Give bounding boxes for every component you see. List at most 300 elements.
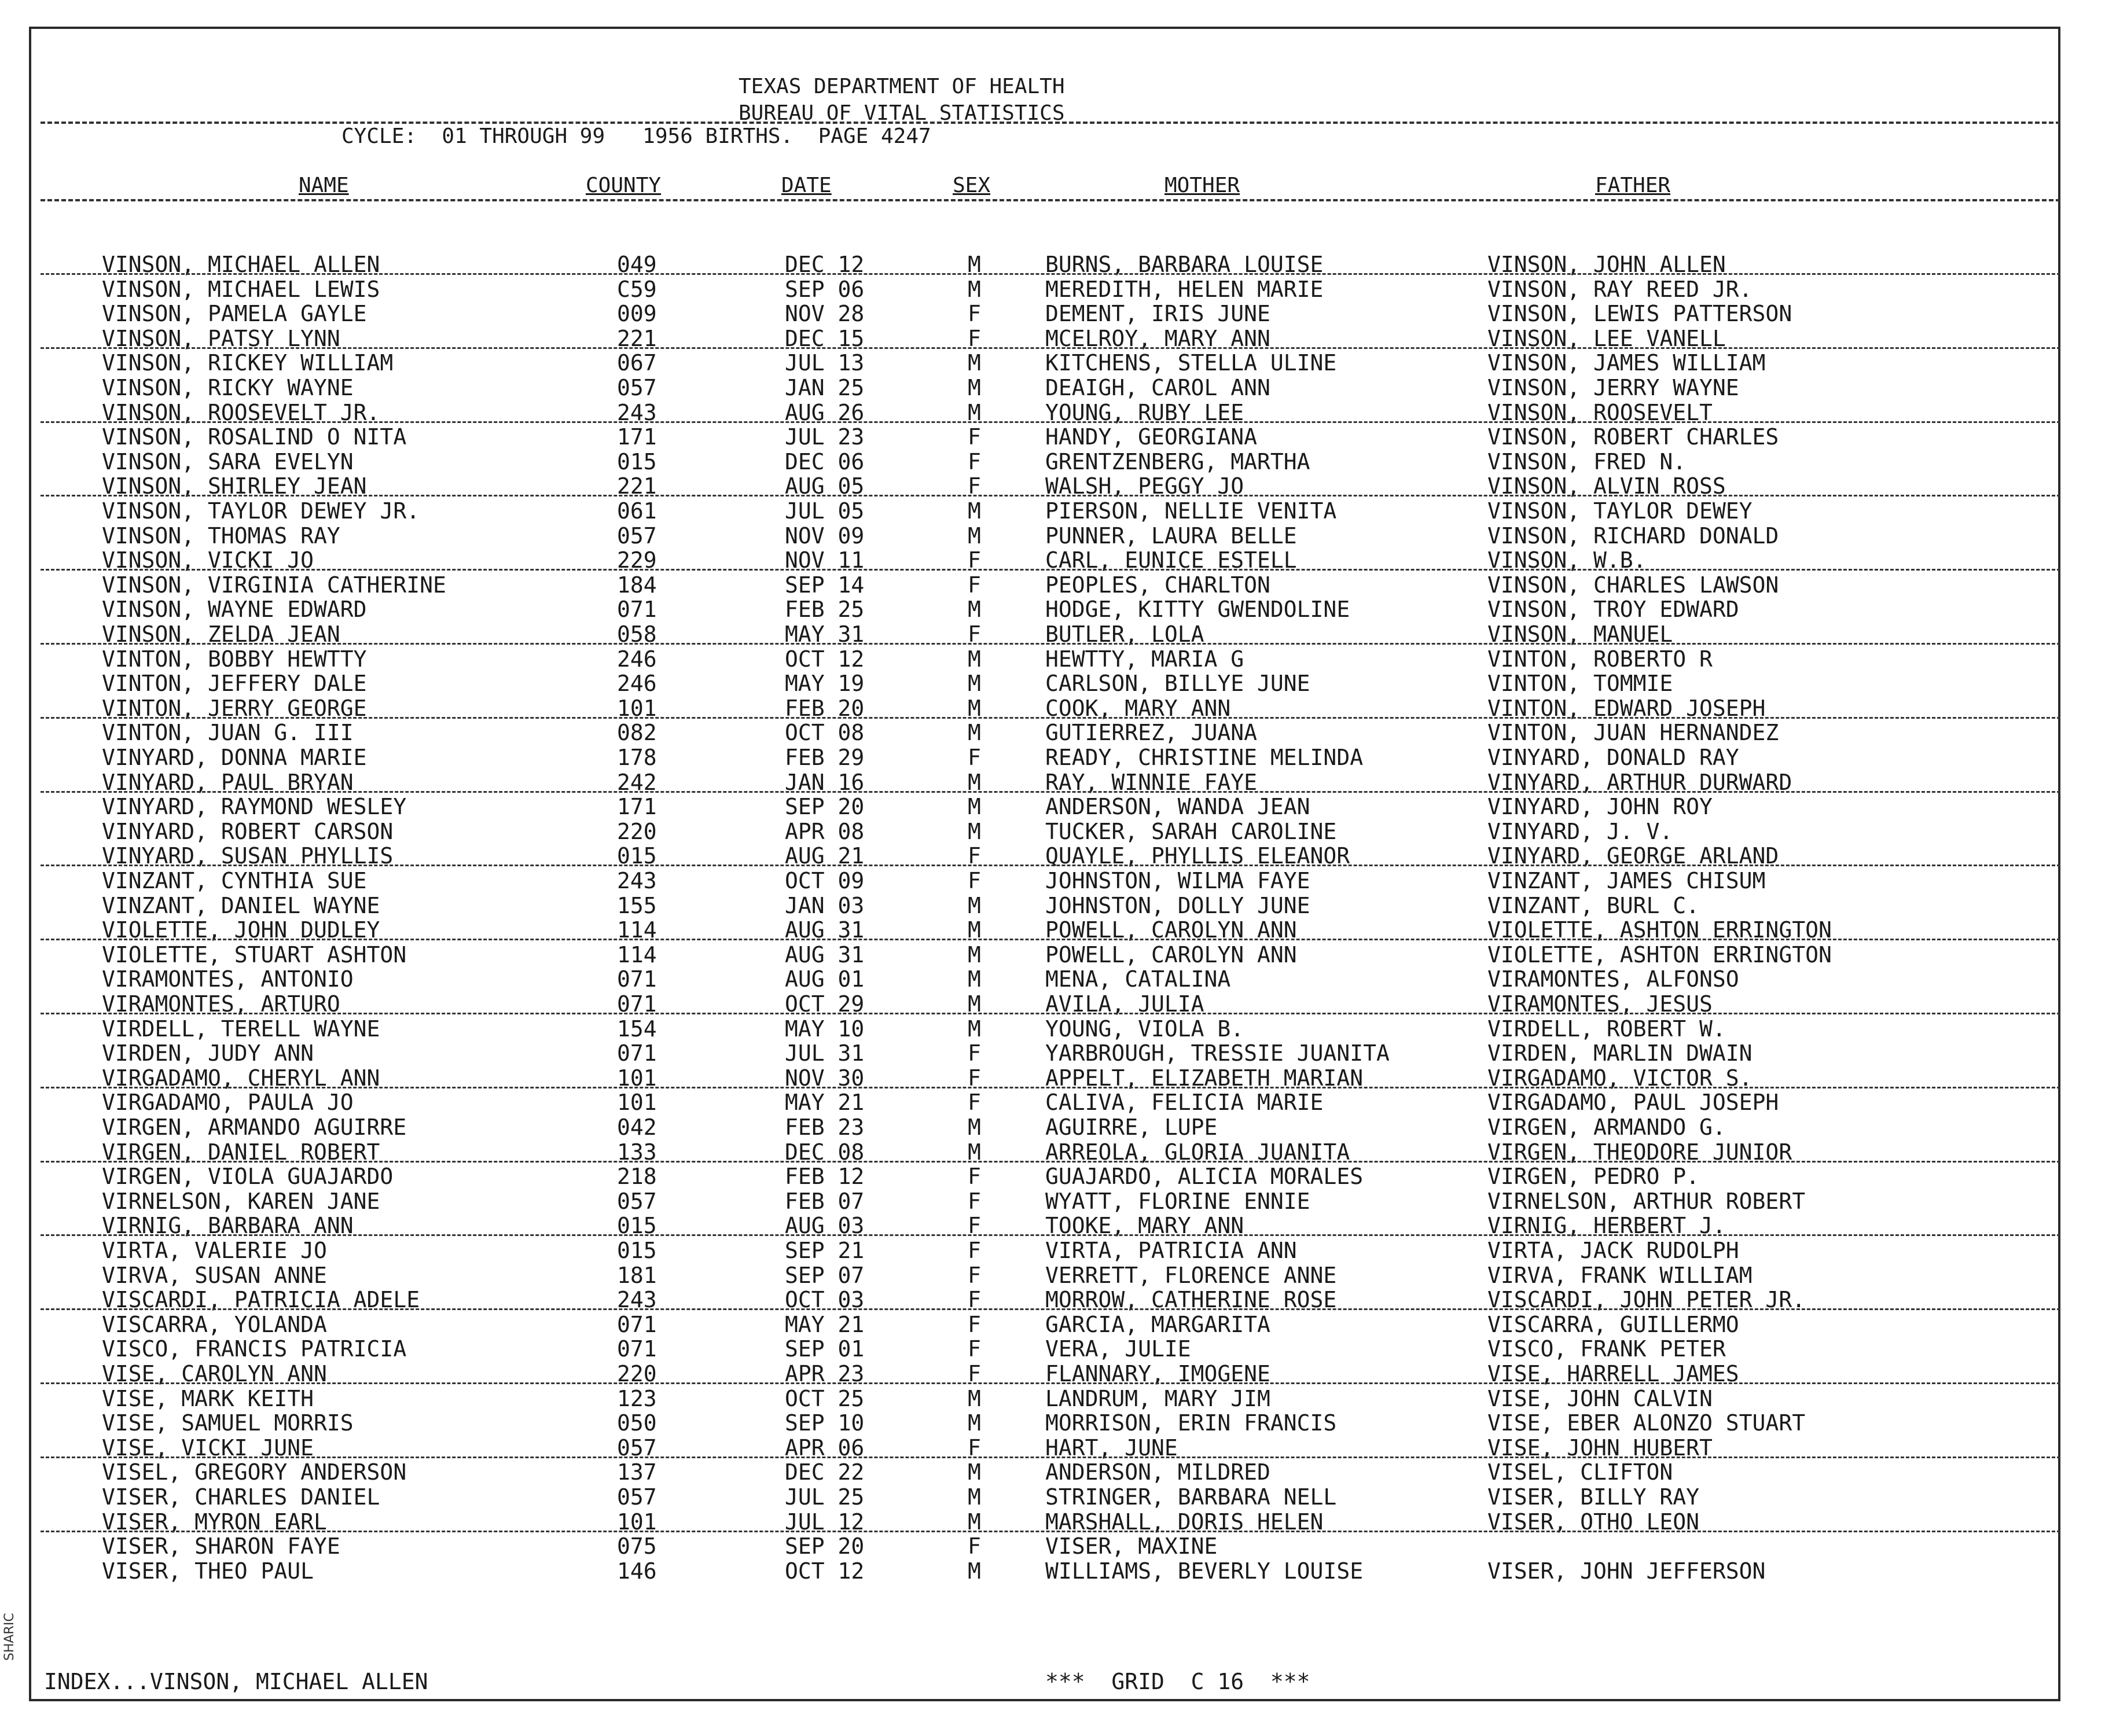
record-date: MAY 31 [785, 621, 865, 647]
record-father: VIRGEN, ARMANDO G. [1487, 1115, 1726, 1140]
record-date: NOV 28 [785, 301, 865, 327]
record-name: VINSON, THOMAS RAY [102, 523, 340, 549]
record-sex: F [968, 1533, 981, 1560]
record-sex: M [968, 1016, 981, 1042]
record-date: SEP 20 [785, 1533, 865, 1560]
record-name: VINYARD, DONNA MARIE [102, 745, 367, 770]
column-header-date: DATE [781, 174, 832, 197]
record-sex: F [968, 1213, 981, 1239]
row-rule [41, 1234, 2060, 1236]
record-row [0, 1213, 2116, 1238]
record-row [0, 869, 2116, 893]
record-father: VISER, BILLY RAY [1487, 1484, 1700, 1510]
record-sex: F [968, 1336, 981, 1362]
record-father: VIRTA, JACK RUDOLPH [1487, 1238, 1739, 1263]
record-father: VINSON, LEWIS PATTERSON [1487, 301, 1792, 327]
record-mother: CARLSON, BILLYE JUNE [1045, 671, 1310, 697]
record-date: JAN 03 [785, 892, 865, 918]
record-date: FEB 25 [785, 597, 865, 623]
record-row [0, 1238, 2116, 1263]
record-mother: AGUIRRE, LUPE [1045, 1115, 1218, 1140]
record-row [0, 252, 2116, 277]
record-father: VINSON, ROBERT CHARLES [1487, 424, 1779, 450]
record-row [0, 1559, 2116, 1584]
record-row [0, 1189, 2116, 1214]
record-mother: POWELL, CAROLYN ANN [1045, 917, 1297, 943]
column-header-county: COUNTY [586, 174, 662, 197]
record-county: 155 [617, 892, 657, 918]
record-father: VISE, EBER ALONZO STUART [1487, 1410, 1806, 1436]
record-mother: HEWTTY, MARIA G [1045, 646, 1244, 672]
record-sex: M [968, 917, 981, 943]
record-row [0, 597, 2116, 622]
record-date: AUG 01 [785, 966, 865, 992]
record-father: VINSON, TROY EDWARD [1487, 597, 1739, 623]
record-county: 220 [617, 1361, 657, 1386]
record-mother: MEREDITH, HELEN MARIE [1045, 276, 1324, 302]
record-county: 123 [617, 1385, 657, 1411]
record-name: VINSON, MICHAEL LEWIS [102, 276, 380, 302]
record-mother: VISER, MAXINE [1045, 1533, 1218, 1560]
record-county: 057 [617, 375, 657, 400]
record-name: VINYARD, SUSAN PHYLLIS [102, 843, 394, 869]
record-father: VINSON, JOHN ALLEN [1487, 252, 1726, 277]
record-father: VINYARD, JOHN ROY [1487, 794, 1713, 820]
record-mother: HART, JUNE [1045, 1435, 1178, 1461]
record-mother: FLANNARY, IMOGENE [1045, 1361, 1270, 1386]
record-row [0, 1485, 2116, 1510]
record-date: NOV 09 [785, 523, 865, 549]
record-date: AUG 26 [785, 399, 865, 425]
record-mother: TOOKE, MARY ANN [1045, 1213, 1244, 1239]
record-father: VINSON, JAMES WILLIAM [1487, 350, 1766, 376]
record-mother: CARL, EUNICE ESTELL [1045, 547, 1297, 573]
record-mother: MORRISON, ERIN FRANCIS [1045, 1410, 1337, 1436]
record-name: VIRAMONTES, ANTONIO [102, 966, 354, 992]
record-date: JUL 13 [785, 350, 865, 376]
record-name: VINYARD, PAUL BRYAN [102, 769, 354, 795]
record-mother: MORROW, CATHERINE ROSE [1045, 1287, 1337, 1313]
record-name: VISCARRA, YOLANDA [102, 1311, 327, 1337]
record-mother: READY, CHRISTINE MELINDA [1045, 745, 1364, 770]
record-row [0, 499, 2116, 524]
record-sex: M [968, 991, 981, 1017]
record-county: 221 [617, 325, 657, 351]
record-mother: ANDERSON, MILDRED [1045, 1459, 1270, 1485]
record-name: VINSON, PAMELA GAYLE [102, 301, 367, 327]
record-county: 075 [617, 1533, 657, 1560]
record-date: AUG 05 [785, 473, 865, 499]
record-date: JUL 12 [785, 1509, 865, 1535]
record-row [0, 745, 2116, 770]
record-mother: POWELL, CAROLYN ANN [1045, 941, 1297, 968]
record-mother: GUTIERREZ, JUANA [1045, 720, 1258, 746]
record-county: 171 [617, 424, 657, 450]
record-county: 058 [617, 621, 657, 647]
record-father: VINTON, EDWARD JOSEPH [1487, 695, 1766, 721]
record-mother: RAY, WINNIE FAYE [1045, 769, 1258, 795]
record-name: VIRVA, SUSAN ANNE [102, 1262, 327, 1288]
record-name: VIRDEN, JUDY ANN [102, 1040, 314, 1066]
record-date: SEP 06 [785, 276, 865, 302]
record-father: VISCARDI, JOHN PETER JR. [1487, 1287, 1806, 1313]
record-date: DEC 12 [785, 252, 865, 277]
record-father: VINSON, W.B. [1487, 547, 1647, 573]
record-name: VIRDELL, TERELL WAYNE [102, 1016, 380, 1042]
record-father: VINSON, ALVIN ROSS [1487, 473, 1726, 499]
record-date: APR 06 [785, 1435, 865, 1461]
record-name: VINSON, ROOSEVELT JR. [102, 399, 380, 425]
record-sex: M [968, 966, 981, 992]
record-row [0, 1436, 2116, 1461]
record-father: VIOLETTE, ASHTON ERRINGTON [1487, 941, 1832, 968]
record-date: JUL 25 [785, 1484, 865, 1510]
record-father: VIRVA, FRANK WILLIAM [1487, 1262, 1753, 1288]
record-county: 071 [617, 1311, 657, 1337]
record-mother: JOHNSTON, WILMA FAYE [1045, 868, 1310, 893]
record-father: VIRNIG, HERBERT J. [1487, 1213, 1726, 1239]
record-date: FEB 12 [785, 1164, 865, 1190]
record-mother: YOUNG, RUBY LEE [1045, 399, 1244, 425]
record-father: VINTON, TOMMIE [1487, 671, 1673, 697]
record-father: VISE, JOHN CALVIN [1487, 1385, 1713, 1411]
record-mother: GARCIA, MARGARITA [1045, 1311, 1270, 1337]
record-sex: M [968, 1459, 981, 1485]
record-sex: F [968, 1065, 981, 1091]
record-county: 221 [617, 473, 657, 499]
row-rule [41, 1382, 2060, 1384]
record-row [0, 1411, 2116, 1436]
row-rule [41, 1531, 2060, 1532]
record-father: VINZANT, JAMES CHISUM [1487, 868, 1766, 893]
record-date: DEC 08 [785, 1139, 865, 1165]
record-sex: M [968, 1410, 981, 1436]
record-mother: DEMENT, IRIS JUNE [1045, 301, 1270, 327]
record-date: SEP 14 [785, 572, 865, 598]
column-header-rule [41, 199, 2060, 201]
record-date: APR 08 [785, 818, 865, 844]
column-header-name: NAME [299, 174, 349, 197]
record-mother: DEAIGH, CAROL ANN [1045, 375, 1270, 400]
record-row [0, 326, 2116, 351]
record-name: VISER, SHARON FAYE [102, 1533, 340, 1560]
record-sex: M [968, 1484, 981, 1510]
row-rule [41, 643, 2060, 645]
record-sex: M [968, 523, 981, 549]
record-sex: F [968, 448, 981, 475]
record-name: VINSON, WAYNE EDWARD [102, 597, 367, 623]
record-sex: F [968, 572, 981, 598]
record-father: VISEL, CLIFTON [1487, 1459, 1673, 1485]
record-father: VISCARRA, GUILLERMO [1487, 1311, 1739, 1337]
record-row [0, 524, 2116, 549]
record-date: SEP 10 [785, 1410, 865, 1436]
record-name: VISE, MARK KEITH [102, 1385, 314, 1411]
record-county: 246 [617, 671, 657, 697]
record-father: VINYARD, GEORGE ARLAND [1487, 843, 1779, 869]
column-header-mother: MOTHER [1164, 174, 1240, 197]
record-county: 243 [617, 868, 657, 893]
record-county: 067 [617, 350, 657, 376]
record-date: NOV 30 [785, 1065, 865, 1091]
record-sex: F [968, 1090, 981, 1116]
record-father: VINTON, JUAN HERNANDEZ [1487, 720, 1779, 746]
record-county: 101 [617, 1509, 657, 1535]
record-father: VINSON, LEE VANELL [1487, 325, 1726, 351]
record-name: VINSON, SHIRLEY JEAN [102, 473, 367, 499]
record-sex: F [968, 301, 981, 327]
record-father: VINTON, ROBERTO R [1487, 646, 1713, 672]
record-row [0, 622, 2116, 647]
record-county: 049 [617, 252, 657, 277]
record-father: VINSON, RAY REED JR. [1487, 276, 1753, 302]
record-mother: VIRTA, PATRICIA ANN [1045, 1238, 1297, 1263]
record-date: OCT 09 [785, 868, 865, 893]
record-father: VIRAMONTES, JESUS [1487, 991, 1713, 1017]
record-mother: PIERSON, NELLIE VENITA [1045, 498, 1337, 524]
record-mother: WALSH, PEGGY JO [1045, 473, 1244, 499]
record-name: VISER, CHARLES DANIEL [102, 1484, 380, 1510]
record-mother: ARREOLA, GLORIA JUANITA [1045, 1139, 1350, 1165]
record-sex: F [968, 325, 981, 351]
record-mother: YARBROUGH, TRESSIE JUANITA [1045, 1040, 1390, 1066]
record-name: VINZANT, CYNTHIA SUE [102, 868, 367, 893]
record-county: 114 [617, 941, 657, 968]
record-name: VIRAMONTES, ARTURO [102, 991, 340, 1017]
record-name: VINTON, JERRY GEORGE [102, 695, 367, 721]
record-sex: M [968, 597, 981, 623]
record-county: 101 [617, 1090, 657, 1116]
record-date: JUL 31 [785, 1040, 865, 1066]
cycle-line: CYCLE: 01 THROUGH 99 1956 BIRTHS. PAGE 4247 [341, 124, 931, 148]
record-name: VISCO, FRANCIS PATRICIA [102, 1336, 407, 1362]
record-county: 071 [617, 1040, 657, 1066]
record-county: 178 [617, 745, 657, 770]
row-rule [41, 569, 2060, 571]
record-name: VINZANT, DANIEL WAYNE [102, 892, 380, 918]
record-mother: HODGE, KITTY GWENDOLINE [1045, 597, 1350, 623]
record-county: 071 [617, 597, 657, 623]
record-sex: M [968, 941, 981, 968]
record-mother: PEOPLES, CHARLTON [1045, 572, 1270, 598]
record-sex: F [968, 621, 981, 647]
record-row [0, 573, 2116, 598]
record-row [0, 1386, 2116, 1411]
row-rule [41, 717, 2060, 719]
record-mother: ANDERSON, WANDA JEAN [1045, 794, 1310, 820]
record-date: JAN 25 [785, 375, 865, 400]
record-mother: GUAJARDO, ALICIA MORALES [1045, 1164, 1364, 1190]
record-sex: M [968, 350, 981, 376]
record-sex: M [968, 695, 981, 721]
record-mother: LANDRUM, MARY JIM [1045, 1385, 1270, 1411]
record-date: OCT 12 [785, 646, 865, 672]
record-sex: M [968, 1558, 981, 1584]
record-father: VINSON, CHARLES LAWSON [1487, 572, 1779, 598]
record-mother: JOHNSTON, DOLLY JUNE [1045, 892, 1310, 918]
record-name: VISEL, GREGORY ANDERSON [102, 1459, 407, 1485]
record-date: APR 23 [785, 1361, 865, 1386]
record-mother: AVILA, JULIA [1045, 991, 1204, 1017]
record-date: AUG 31 [785, 941, 865, 968]
record-date: OCT 08 [785, 720, 865, 746]
record-county: 242 [617, 769, 657, 795]
record-county: 133 [617, 1139, 657, 1165]
record-mother: VERA, JULIE [1045, 1336, 1191, 1362]
record-sex: F [968, 473, 981, 499]
record-date: OCT 29 [785, 991, 865, 1017]
record-father: VINSON, FRED N. [1487, 448, 1687, 475]
record-county: 071 [617, 991, 657, 1017]
record-mother: COOK, MARY ANN [1045, 695, 1231, 721]
record-mother: TUCKER, SARAH CAROLINE [1045, 818, 1337, 844]
record-row [0, 844, 2116, 869]
record-row [0, 647, 2116, 672]
record-father: VINZANT, BURL C. [1487, 892, 1700, 918]
record-sex: F [968, 1311, 981, 1337]
record-mother: HANDY, GEORGIANA [1045, 424, 1258, 450]
header-rule [41, 122, 2060, 124]
record-sex: F [968, 1040, 981, 1066]
record-row [0, 1164, 2116, 1189]
column-header-sex: SEX [953, 174, 991, 197]
record-sex: M [968, 1509, 981, 1535]
record-sex: M [968, 252, 981, 277]
record-name: VISE, CAROLYN ANN [102, 1361, 327, 1386]
record-date: MAY 21 [785, 1311, 865, 1337]
record-date: SEP 21 [785, 1238, 865, 1263]
record-father: VINYARD, DONALD RAY [1487, 745, 1739, 770]
record-county: 042 [617, 1115, 657, 1140]
row-rule [41, 1161, 2060, 1163]
record-mother: GRENTZENBERG, MARTHA [1045, 448, 1310, 475]
record-sex: M [968, 399, 981, 425]
record-name: VISCARDI, PATRICIA ADELE [102, 1287, 420, 1313]
record-name: VIRTA, VALERIE JO [102, 1238, 327, 1263]
record-date: FEB 29 [785, 745, 865, 770]
record-name: VINSON, RICKEY WILLIAM [102, 350, 394, 376]
bureau-title: BUREAU OF VITAL STATISTICS [739, 101, 1065, 125]
record-sex: F [968, 843, 981, 869]
record-row [0, 696, 2116, 721]
record-date: MAY 19 [785, 671, 865, 697]
record-row [0, 1140, 2116, 1165]
record-county: 137 [617, 1459, 657, 1485]
record-sex: F [968, 1238, 981, 1263]
record-name: VIRNIG, BARBARA ANN [102, 1213, 354, 1239]
record-sex: M [968, 1115, 981, 1140]
record-row [0, 474, 2116, 499]
row-rule [41, 273, 2060, 275]
record-mother: MCELROY, MARY ANN [1045, 325, 1270, 351]
record-father: VIRGADAMO, PAUL JOSEPH [1487, 1090, 1779, 1116]
record-row [0, 893, 2116, 918]
record-county: 246 [617, 646, 657, 672]
record-county: 146 [617, 1558, 657, 1584]
record-date: FEB 23 [785, 1115, 865, 1140]
record-mother: WYATT, FLORINE ENNIE [1045, 1188, 1310, 1214]
record-county: 050 [617, 1410, 657, 1436]
record-row [0, 819, 2116, 844]
record-sex: F [968, 1435, 981, 1461]
row-rule [41, 1013, 2060, 1014]
record-sex: M [968, 1385, 981, 1411]
record-sex: F [968, 1287, 981, 1313]
record-county: 071 [617, 1336, 657, 1362]
record-county: 101 [617, 695, 657, 721]
record-sex: F [968, 1164, 981, 1190]
row-rule [41, 1457, 2060, 1458]
record-row [0, 1090, 2116, 1115]
record-county: 114 [617, 917, 657, 943]
record-sex: M [968, 720, 981, 746]
record-father: VINSON, RICHARD DONALD [1487, 523, 1779, 549]
record-sex: F [968, 1262, 981, 1288]
record-county: C59 [617, 276, 657, 302]
record-county: 015 [617, 1213, 657, 1239]
record-date: DEC 06 [785, 448, 865, 475]
record-date: FEB 20 [785, 695, 865, 721]
record-father: VIOLETTE, ASHTON ERRINGTON [1487, 917, 1832, 943]
agency-title: TEXAS DEPARTMENT OF HEALTH [739, 75, 1065, 98]
record-name: VINYARD, ROBERT CARSON [102, 818, 394, 844]
record-row [0, 1288, 2116, 1312]
row-rule [41, 791, 2060, 793]
record-mother: STRINGER, BARBARA NELL [1045, 1484, 1337, 1510]
record-father: VIRGEN, THEODORE JUNIOR [1487, 1139, 1792, 1165]
record-row [0, 1362, 2116, 1386]
record-date: AUG 03 [785, 1213, 865, 1239]
record-date: MAY 10 [785, 1016, 865, 1042]
record-father: VISE, HARRELL JAMES [1487, 1361, 1739, 1386]
record-father: VIRAMONTES, ALFONSO [1487, 966, 1739, 992]
record-mother: YOUNG, VIOLA B. [1045, 1016, 1244, 1042]
record-row [0, 1337, 2116, 1362]
record-date: OCT 03 [785, 1287, 865, 1313]
record-row [0, 918, 2116, 943]
record-county: 181 [617, 1262, 657, 1288]
record-name: VINSON, ZELDA JEAN [102, 621, 340, 647]
record-name: VINSON, VIRGINIA CATHERINE [102, 572, 446, 598]
record-father: VINSON, ROOSEVELT [1487, 399, 1713, 425]
record-sex: F [968, 868, 981, 893]
record-county: 057 [617, 523, 657, 549]
record-county: 061 [617, 498, 657, 524]
record-county: 184 [617, 572, 657, 598]
record-row [0, 548, 2116, 573]
record-name: VINSON, PATSY LYNN [102, 325, 340, 351]
record-date: DEC 22 [785, 1459, 865, 1485]
record-county: 101 [617, 1065, 657, 1091]
record-row [0, 992, 2116, 1017]
record-name: VIRGADAMO, CHERYL ANN [102, 1065, 380, 1091]
record-date: JAN 16 [785, 769, 865, 795]
record-sex: F [968, 424, 981, 450]
record-father: VINYARD, J. V. [1487, 818, 1673, 844]
record-sex: F [968, 1188, 981, 1214]
side-tag: SHARIC [2, 1613, 17, 1661]
record-father: VIRDELL, ROBERT W. [1487, 1016, 1726, 1042]
record-row [0, 1312, 2116, 1337]
record-name: VINSON, SARA EVELYN [102, 448, 354, 475]
record-name: VIOLETTE, STUART ASHTON [102, 941, 407, 968]
row-rule [41, 865, 2060, 866]
record-name: VINSON, ROSALIND O NITA [102, 424, 407, 450]
record-name: VINTON, JUAN G. III [102, 720, 354, 746]
record-row [0, 1510, 2116, 1535]
record-county: 171 [617, 794, 657, 820]
record-father: VINSON, MANUEL [1487, 621, 1673, 647]
